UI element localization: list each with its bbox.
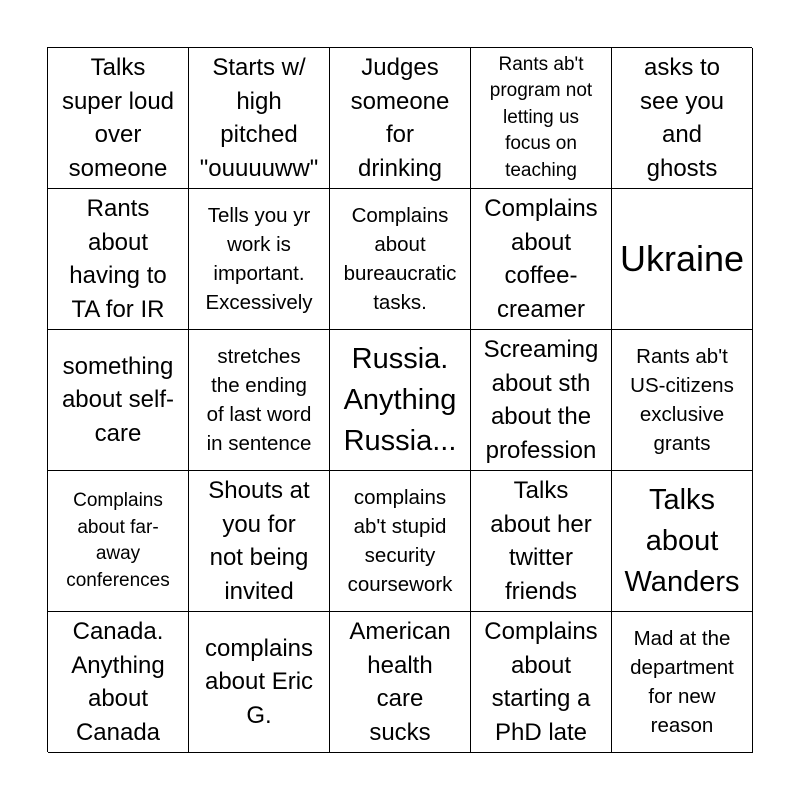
- bingo-cell-r1c3[interactable]: [330, 48, 471, 189]
- bingo-cell-r3c5[interactable]: [612, 330, 753, 471]
- bingo-cell-r5c1[interactable]: [48, 612, 189, 753]
- bingo-cell-r4c4[interactable]: [471, 471, 612, 612]
- cell-text: Rants ab't program not letting us focus on teaching: [489, 53, 593, 181]
- bingo-cell-r2c1[interactable]: [48, 189, 189, 330]
- bingo-cell-r5c2[interactable]: [189, 612, 330, 753]
- cell-text: Mad at the department for new reason: [630, 627, 734, 737]
- bingo-cell-r2c3[interactable]: [330, 189, 471, 330]
- cell-text: American health care sucks: [349, 618, 451, 746]
- bingo-cell-r5c4[interactable]: [471, 612, 612, 753]
- bingo-cell-r3c2[interactable]: [189, 330, 330, 471]
- cell-text: complains about Eric G.: [204, 634, 314, 729]
- bingo-cell-r5c5[interactable]: [612, 612, 753, 753]
- cell-text: Complains about coffee- creamer: [484, 195, 598, 323]
- bingo-cell-r2c4[interactable]: [471, 189, 612, 330]
- cell-text: Talks about her twitter friends: [490, 477, 592, 605]
- cell-text: Judges someone for drinking: [350, 54, 450, 182]
- bingo-cell-r4c5[interactable]: [612, 471, 753, 612]
- bingo-cell-r1c2[interactable]: [189, 48, 330, 189]
- cell-text: Complains about far- away conferences: [66, 490, 170, 591]
- cell-text: Screaming about sth about the profession: [483, 336, 599, 464]
- cell-text: Talks super loud over someone: [61, 54, 175, 182]
- cell-text: stretches the ending of last word in sentence: [206, 345, 312, 455]
- cell-text: complains ab't stupid security coursework: [347, 486, 453, 596]
- bingo-cell-r2c2[interactable]: [189, 189, 330, 330]
- cell-text: Complains about starting a PhD late: [484, 618, 598, 746]
- bingo-cell-r1c5[interactable]: [612, 48, 753, 189]
- cell-text: Canada. Anything about Canada: [71, 618, 165, 746]
- bingo-cell-r3c1[interactable]: [48, 330, 189, 471]
- cell-text: Ukraine: [619, 238, 745, 279]
- bingo-cell-r3c4[interactable]: [471, 330, 612, 471]
- bingo-cell-r5c3[interactable]: [330, 612, 471, 753]
- bingo-board: [47, 47, 752, 752]
- cell-text: Shouts at you for not being invited: [208, 477, 310, 605]
- cell-text: something about self- care: [61, 352, 175, 447]
- cell-text: Talks about Wanders: [624, 483, 740, 598]
- bingo-cell-r4c1[interactable]: [48, 471, 189, 612]
- bingo-cell-r1c4[interactable]: [471, 48, 612, 189]
- cell-text: Complains about bureaucratic tasks.: [343, 204, 457, 314]
- cell-text: Tells you yr work is important. Excessively: [205, 204, 313, 314]
- cell-text: asks to see you and ghosts: [639, 54, 725, 182]
- bingo-cell-r3c3[interactable]: [330, 330, 471, 471]
- bingo-cell-r4c3[interactable]: [330, 471, 471, 612]
- cell-text: Rants ab't US-citizens exclusive grants: [630, 345, 734, 455]
- bingo-cell-r1c1[interactable]: [48, 48, 189, 189]
- cell-text: Russia. Anything Russia...: [343, 342, 457, 457]
- cell-text: Starts w/ high pitched "ouuuuww": [199, 54, 319, 182]
- bingo-cell-r4c2[interactable]: [189, 471, 330, 612]
- bingo-cell-r2c5[interactable]: [612, 189, 753, 330]
- cell-text: Rants about having to TA for IR: [69, 195, 167, 323]
